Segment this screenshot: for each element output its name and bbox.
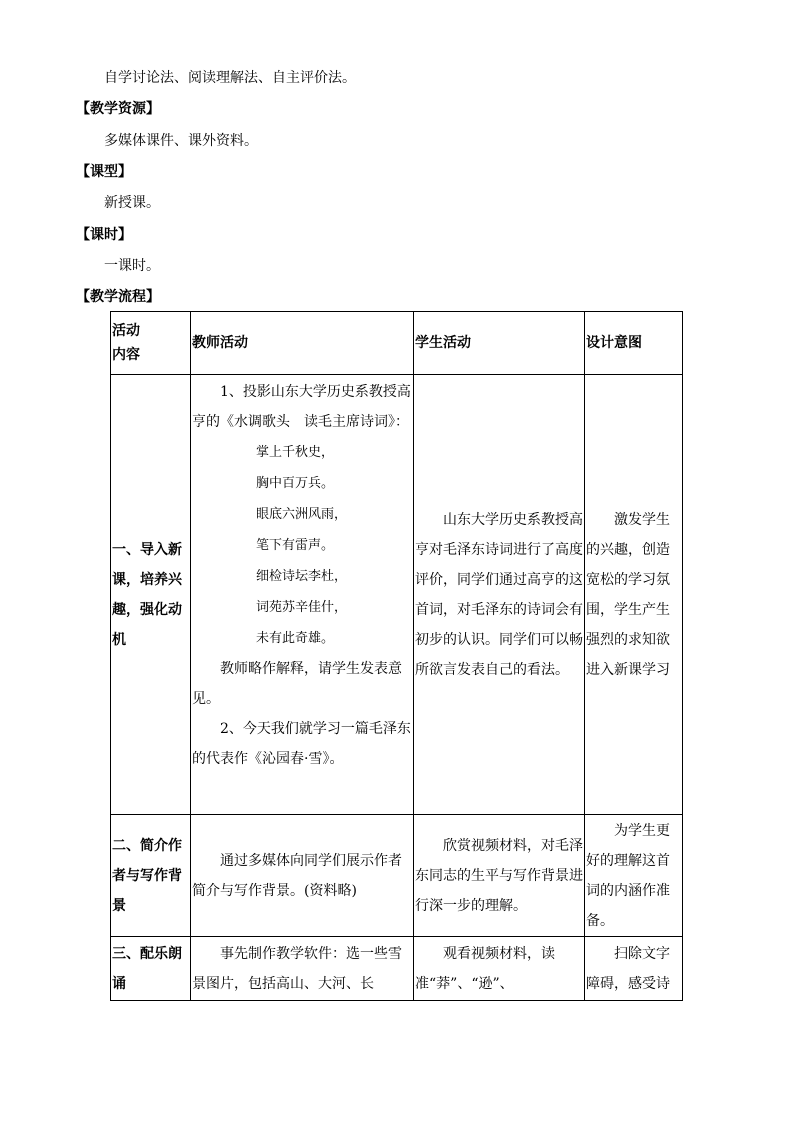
row1-teacher	[191, 375, 414, 815]
poem-line: 眼底六洲风雨，	[256, 507, 348, 522]
row3-student: 观看视频材料，读准“莽”、“逊”、	[414, 937, 585, 1001]
row1-teacher-p2: 教师略作解释，请学生发表意见。	[192, 661, 402, 707]
header-design-intent: 设计意图	[585, 312, 683, 375]
teaching-methods-text: 自学讨论法、阅读理解法、自主评价法。	[104, 70, 356, 86]
class-hours-text: 一课时。	[104, 258, 160, 274]
table-row	[111, 375, 683, 815]
header-activity-content	[111, 312, 191, 375]
row3-teacher: 事先制作教学软件：选一些雪景图片，包括高山、大河、长	[191, 937, 414, 1001]
teaching-flow-table	[110, 311, 683, 1001]
table-row	[111, 815, 683, 937]
poem-line: 掌上千秋史，	[256, 445, 335, 460]
header-teacher-activity: 教师活动	[191, 312, 414, 375]
resources-text: 多媒体课件、课外资料。	[104, 133, 258, 149]
row2-teacher: 通过多媒体向同学们展示作者简介与写作背景。(资料略)	[191, 815, 414, 937]
row2-step: 二、简介作者与写作背景	[111, 815, 191, 937]
lesson-type-heading: 【课型】	[76, 164, 132, 180]
row3-design: 扫除文字障碍，感受诗	[585, 937, 683, 1001]
poem-line: 词苑苏辛佳什，	[256, 600, 348, 615]
poem-line: 未有此奇雄。	[256, 631, 335, 646]
table-header-row	[111, 312, 683, 375]
poem-line: 笔下有雷声。	[256, 538, 335, 553]
row1-step: 一、导入新课，培养兴趣，强化动机	[111, 375, 191, 815]
header-activity-line1: 活动	[112, 323, 140, 339]
row1-design: 激发学生的兴趣，创造宽松的学习氛围，学生产生强烈的求知欲进入新课学习	[585, 375, 683, 815]
row2-design: 为学生更好的理解这首词的内涵作准备。	[585, 815, 683, 937]
class-hours-heading: 【课时】	[76, 227, 132, 243]
row1-teacher-p1: 1、投影山东大学历史系教授高亨的《水调歌头 读毛主席诗词》：	[192, 384, 411, 430]
row1-poem	[192, 437, 412, 654]
poem-line: 胸中百万兵。	[256, 476, 335, 491]
row2-student: 欣赏视频材料，对毛泽东同志的生平与写作背景进行深一步的理解。	[414, 815, 585, 937]
poem-line: 细检诗坛李杜，	[256, 569, 348, 584]
row1-teacher-p3: 2、今天我们就学习一篇毛泽东的代表作《沁园春·雪》。	[192, 721, 411, 767]
header-activity-line2: 内容	[112, 347, 140, 363]
header-student-activity: 学生活动	[414, 312, 585, 375]
row1-student: 山东大学历史系教授高亨对毛泽东诗词进行了高度评价，同学们通过高亨的这首词，对毛泽东的诗词会有初步的认识。同学们可以畅所欲言发表自己的看法。	[414, 375, 585, 815]
table-row	[111, 937, 683, 1001]
lesson-type-text: 新授课。	[104, 195, 160, 211]
row3-step: 三、配乐朗诵	[111, 937, 191, 1001]
resources-heading: 【教学资源】	[76, 101, 160, 117]
teaching-flow-heading: 【教学流程】	[76, 289, 160, 305]
